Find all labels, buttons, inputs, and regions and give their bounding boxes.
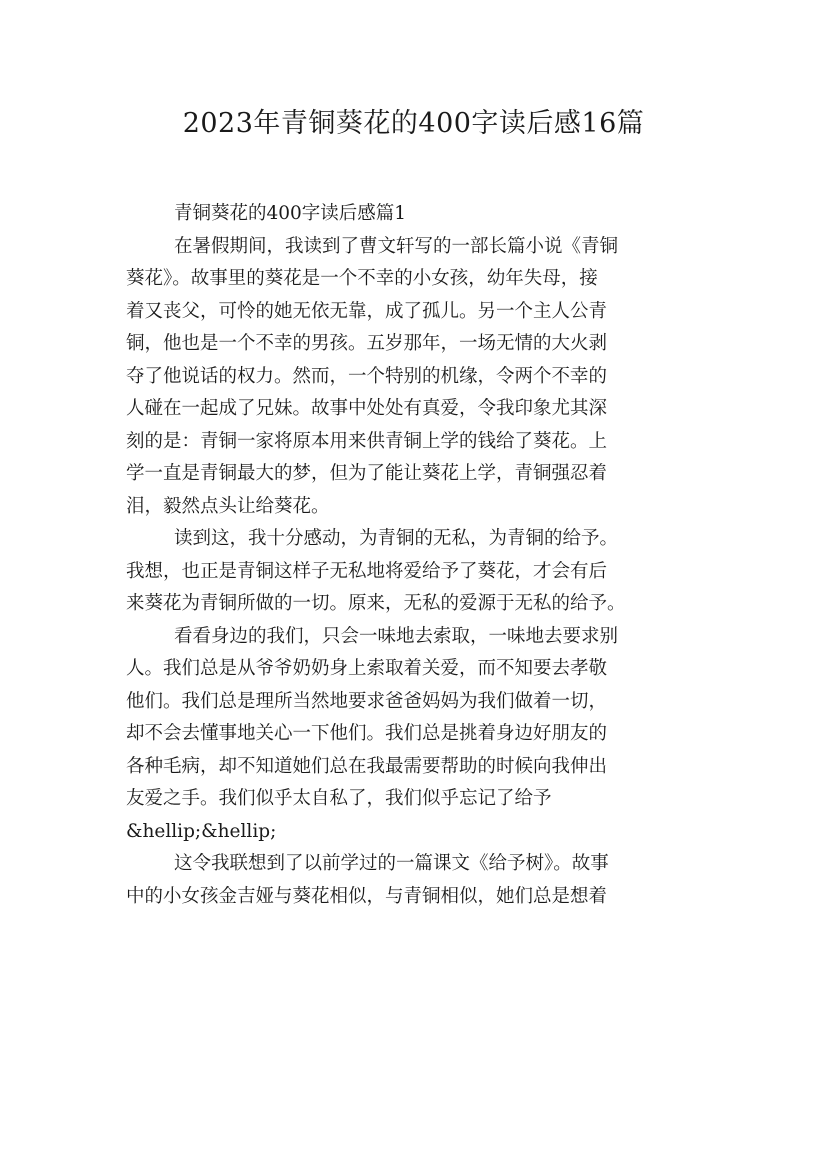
paragraph-line: 人。我们总是从爷爷奶奶身上索取着关爱，而不知要去孝敬 xyxy=(126,658,608,679)
document-body xyxy=(126,198,716,913)
paragraph-line: 他们。我们总是理所当然地要求爸爸妈妈为我们做着一切， xyxy=(126,690,608,712)
paragraph-line: 来葵花为青铜所做的一切。原来，无私的爱源于无私的给予。 xyxy=(126,593,626,614)
document-title: 2023年青铜葵花的400字读后感16篇 xyxy=(182,108,645,139)
paragraph-line: 读到这，我十分感动，为青铜的无私，为青铜的给予。 xyxy=(174,528,619,549)
paragraph-line: 各种毛病，却不知道她们总在我最需要帮助的时候向我伸出 xyxy=(126,755,608,777)
paragraph-line: 我想，也正是青铜这样子无私地将爱给予了葵花，才会有后 xyxy=(126,560,608,582)
paragraph-line: 葵花》。故事里的葵花是一个不幸的小女孩，幼年失母，接 xyxy=(126,268,598,289)
paragraph-line: 刻的是：青铜一家将原本用来供青铜上学的钱给了葵花。上 xyxy=(126,430,608,452)
paragraph-line: 在暑假期间，我读到了曹文轩写的一部长篇小说《青铜 xyxy=(174,235,619,257)
paragraph-line: 泪，毅然点头让给葵花。 xyxy=(126,495,330,517)
section-heading: 青铜葵花的400字读后感篇1 xyxy=(174,203,407,224)
paragraph-line: 学一直是青铜最大的梦，但为了能让葵花上学，青铜强忍着 xyxy=(126,463,608,484)
paragraph-line: 这令我联想到了以前学过的一篇课文《给予树》。故事 xyxy=(174,853,609,874)
paragraph-line: 却不会去懂事地关心一下他们。我们总是挑着身边好朋友的 xyxy=(126,723,608,744)
paragraph-line: 中的小女孩金吉娅与葵花相似，与青铜相似，她们总是想着 xyxy=(126,885,608,907)
paragraph-line: 着又丧父，可怜的她无依无靠，成了孤儿。另一个主人公青 xyxy=(126,300,608,322)
paragraph-line: 友爱之手。我们似乎太自私了，我们似乎忘记了给予 xyxy=(126,788,552,809)
paragraph-line: 看看身边的我们，只会一味地去索取，一味地去要求别 xyxy=(174,625,619,647)
paragraph-line: &hellip;&hellip; xyxy=(126,820,277,842)
paragraph-line: 人碰在一起成了兄妹。故事中处处有真爱，令我印象尤其深 xyxy=(126,398,608,419)
paragraph-line: 夺了他说话的权力。然而，一个特别的机缘，令两个不幸的 xyxy=(126,365,608,387)
paragraph-line: 铜，他也是一个不幸的男孩。五岁那年，一场无情的大火剥 xyxy=(126,333,608,354)
